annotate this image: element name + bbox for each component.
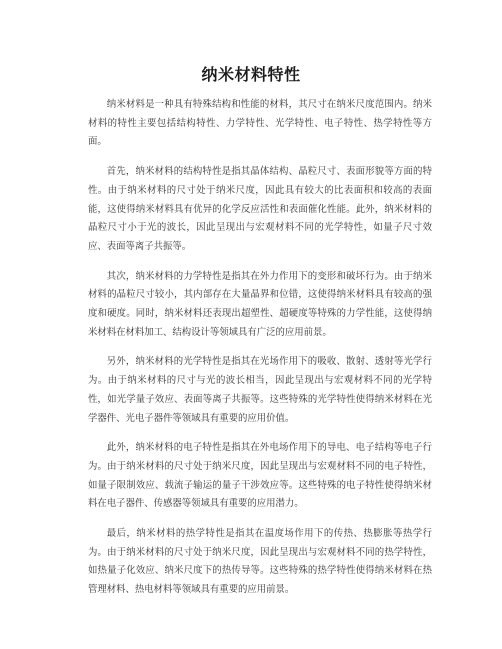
document-title: 纳米材料特性 xyxy=(201,65,301,84)
paragraph-optical: 另外，纳米材料的光学特性是指其在光场作用下的吸收、散射、透射等光学行为。由于纳米材料的尺寸与光的波长相当，因此呈现出与宏观材料不同的光学特性，如光学量子效应、表面等离子共振等。这些特殊的光学特性使得纳米材料在光学器件、光电子器件等领域具有重要的应用价值。 xyxy=(88,356,432,424)
paragraph-structural: 首先，纳米材料的结构特性是指其晶体结构、晶粒尺寸、表面形貌等方面的特性。由于纳米材料的尺寸处于纳米尺度，因此具有较大的比表面积和较高的表面能，这使得纳米材料具有优异的化学反应活性和表面催化性能。此外，纳米材料的晶粒尺寸小于光的波长，因此呈现出与宏观材料不同的光学特性，如量子尺寸效应、表面等离子共振等。 xyxy=(88,166,432,252)
paragraph-intro: 纳米材料是一种具有特殊结构和性能的材料，其尺寸在纳米尺度范围内。纳米材料的特性主要包括结构特性、力学特性、光学特性、电子特性、热学特性等方面。 xyxy=(88,99,432,148)
paragraph-thermal: 最后，纳米材料的热学特性是指其在温度场作用下的传热、热膨胀等热学行为。由于纳米材料的尺寸处于纳米尺度，因此呈现出与宏观材料不同的热学特性，如热量子化效应、纳米尺度下的热传导等。这些特殊的热学特性使得纳米材料在热管理材料、热电材料等领域具有重要的应用前景。 xyxy=(88,528,432,596)
document-body xyxy=(88,96,432,611)
paragraph-mechanical: 其次，纳米材料的力学特性是指其在外力作用下的变形和破坏行为。由于纳米材料的晶粒尺寸较小，其内部存在大量晶界和位错，这使得纳米材料具有较高的强度和硬度。同时，纳米材料还表现出超塑性、超硬度等特殊的力学性能，这使得纳米材料在材料加工、结构设计等领域具有广泛的应用前景。 xyxy=(88,270,432,338)
paragraph-electronic: 此外，纳米材料的电子特性是指其在外电场作用下的导电、电子结构等电子行为。由于纳米材料的尺寸处于纳米尺度，因此呈现出与宏观材料不同的电子特性，如量子限制效应、载流子输运的量子干涉效应等。这些特殊的电子特性使得纳米材料在电子器件、传感器等领域具有重要的应用潜力。 xyxy=(88,442,432,510)
